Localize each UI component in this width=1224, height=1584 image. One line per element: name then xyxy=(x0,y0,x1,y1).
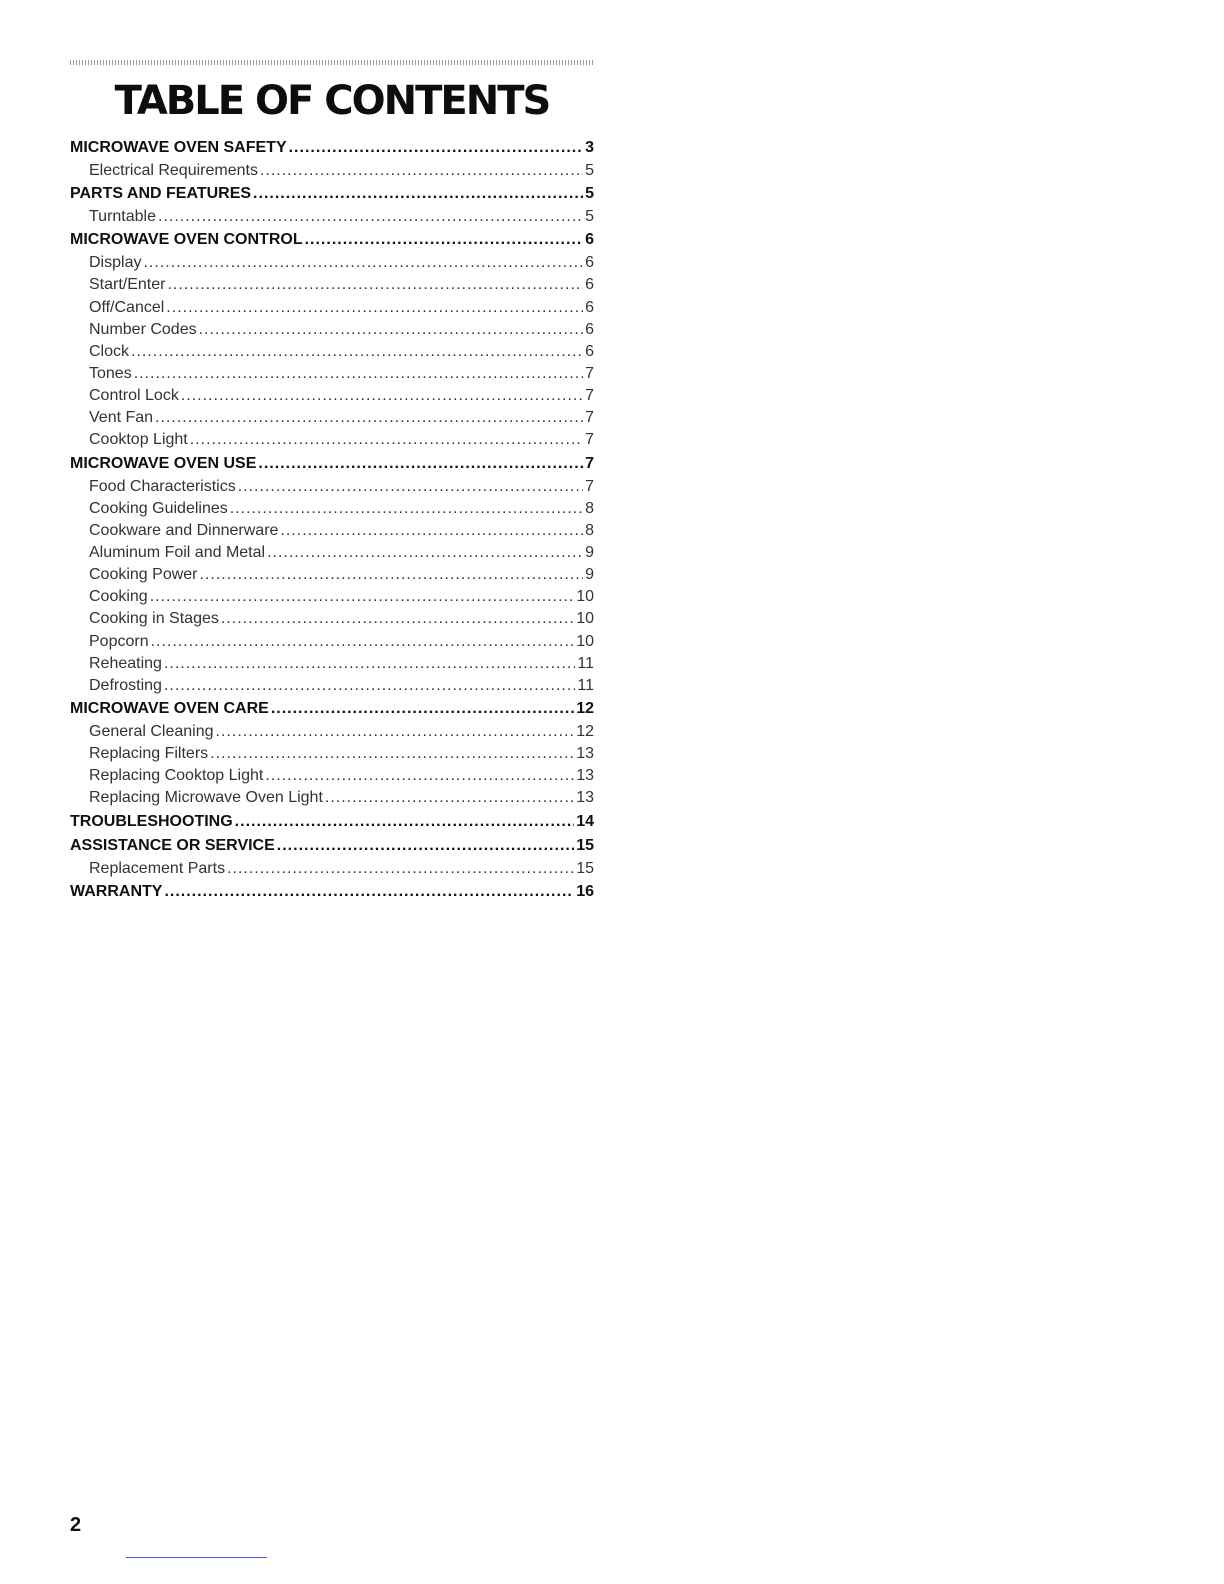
toc-subsection-entry[interactable] xyxy=(70,653,594,675)
toc-subsection-entry[interactable] xyxy=(70,608,594,630)
toc-dot-leader xyxy=(260,160,583,182)
toc-entry-page: 13 xyxy=(576,745,594,763)
toc-entry-label: Replacing Cooktop Light xyxy=(89,767,264,785)
table-of-contents xyxy=(70,136,594,904)
toc-subsection-entry[interactable] xyxy=(70,542,594,564)
toc-entry-label: Aluminum Foil and Metal xyxy=(89,543,266,561)
toc-subsection-entry[interactable] xyxy=(70,858,594,880)
top-dotted-rule xyxy=(70,60,594,65)
toc-entry-label: PARTS AND FEATURES xyxy=(70,185,252,203)
toc-dot-leader xyxy=(164,880,574,904)
toc-subsection-entry[interactable] xyxy=(70,385,594,407)
toc-entry-label: Cooking Power xyxy=(89,566,198,584)
toc-subsection-entry[interactable] xyxy=(70,429,594,451)
toc-subsection-entry[interactable] xyxy=(70,631,594,653)
toc-entry-page: 10 xyxy=(576,588,594,606)
toc-entry-label: Defrosting xyxy=(89,676,162,694)
toc-entry-label: Clock xyxy=(89,342,130,360)
toc-entry-page: 3 xyxy=(585,139,594,156)
toc-subsection-entry[interactable] xyxy=(70,407,594,429)
toc-section-entry[interactable] xyxy=(70,182,594,206)
toc-dot-leader xyxy=(150,586,575,608)
toc-dot-leader xyxy=(253,182,583,206)
toc-entry-page: 8 xyxy=(585,521,594,539)
toc-entry-label: Replacing Microwave Oven Light xyxy=(89,789,323,807)
toc-entry-page: 12 xyxy=(576,699,594,717)
toc-entry-label: Off/Cancel xyxy=(89,298,165,316)
toc-subsection-entry[interactable] xyxy=(70,564,594,586)
toc-dot-leader xyxy=(267,542,583,564)
toc-entry-label: Cookware and Dinnerware xyxy=(89,521,279,539)
toc-entry-page: 5 xyxy=(585,208,594,226)
toc-entry-page: 7 xyxy=(585,477,594,495)
toc-entry-label: Food Characteristics xyxy=(89,477,236,495)
toc-entry-page: 7 xyxy=(585,387,594,405)
toc-dot-leader xyxy=(216,721,575,743)
toc-subsection-entry[interactable] xyxy=(70,498,594,520)
page-number: 2 xyxy=(70,1514,82,1536)
toc-dot-leader xyxy=(166,297,583,319)
toc-dot-leader xyxy=(227,858,574,880)
toc-entry-label: MICROWAVE OVEN SAFETY xyxy=(70,139,287,156)
toc-entry-label: MICROWAVE OVEN CONTROL xyxy=(70,231,303,249)
toc-entry-label: MICROWAVE OVEN CARE xyxy=(70,699,269,717)
toc-subsection-entry[interactable] xyxy=(70,160,594,182)
toc-dot-leader xyxy=(200,564,584,586)
page-title: TABLE OF CONTENTS xyxy=(114,78,550,124)
toc-entry-page: 10 xyxy=(576,632,594,650)
toc-subsection-entry[interactable] xyxy=(70,319,594,341)
toc-entry-label: Number Codes xyxy=(89,320,197,338)
toc-entry-label: ASSISTANCE OR SERVICE xyxy=(70,836,275,854)
toc-dot-leader xyxy=(265,765,574,787)
toc-subsection-entry[interactable] xyxy=(70,675,594,697)
toc-entry-label: Cooking in Stages xyxy=(89,610,219,628)
toc-entry-page: 5 xyxy=(585,185,594,203)
toc-entry-page: 13 xyxy=(576,789,594,807)
bottom-rule-line xyxy=(126,1557,267,1558)
toc-entry-page: 10 xyxy=(576,610,594,628)
toc-subsection-entry[interactable] xyxy=(70,297,594,319)
toc-entry-page: 5 xyxy=(585,162,594,179)
toc-dot-leader xyxy=(277,834,574,858)
toc-entry-page: 15 xyxy=(576,859,594,877)
toc-section-entry[interactable] xyxy=(70,834,594,858)
toc-entry-page: 6 xyxy=(585,342,594,360)
toc-subsection-entry[interactable] xyxy=(70,206,594,228)
toc-dot-leader xyxy=(181,385,583,407)
toc-entry-page: 9 xyxy=(585,543,594,561)
toc-dot-leader xyxy=(164,675,575,697)
toc-dot-leader xyxy=(221,608,574,630)
toc-entry-label: Tones xyxy=(89,364,132,382)
toc-entry-label: General Cleaning xyxy=(89,722,214,740)
toc-entry-page: 7 xyxy=(585,431,594,449)
toc-entry-page: 16 xyxy=(576,882,594,900)
toc-dot-leader xyxy=(325,787,574,809)
toc-section-entry[interactable] xyxy=(70,880,594,904)
toc-dot-leader xyxy=(210,743,574,765)
toc-section-entry[interactable] xyxy=(70,228,594,252)
toc-entry-label: Vent Fan xyxy=(89,409,154,427)
toc-dot-leader xyxy=(190,429,583,451)
toc-entry-page: 6 xyxy=(585,320,594,338)
toc-entry-page: 14 xyxy=(576,812,594,830)
toc-entry-page: 6 xyxy=(585,231,594,249)
toc-dot-leader xyxy=(199,319,583,341)
toc-section-entry[interactable] xyxy=(70,810,594,834)
toc-entry-label: Display xyxy=(89,254,142,272)
toc-subsection-entry[interactable] xyxy=(70,252,594,274)
toc-entry-page: 15 xyxy=(576,836,594,854)
toc-subsection-entry[interactable] xyxy=(70,586,594,608)
toc-entry-label: Reheating xyxy=(89,654,162,672)
toc-entry-page: 13 xyxy=(576,767,594,785)
toc-entry-page: 7 xyxy=(585,364,594,382)
toc-entry-page: 6 xyxy=(585,254,594,272)
toc-entry-label: Start/Enter xyxy=(89,276,166,294)
toc-subsection-entry[interactable] xyxy=(70,520,594,542)
toc-entry-label: Turntable xyxy=(89,208,156,226)
toc-entry-label: Cooking Guidelines xyxy=(89,499,228,517)
toc-subsection-entry[interactable] xyxy=(70,765,594,787)
toc-dot-leader xyxy=(134,363,583,385)
toc-subsection-entry[interactable] xyxy=(70,721,594,743)
toc-dot-leader xyxy=(164,653,575,675)
toc-dot-leader xyxy=(143,252,583,274)
toc-entry-page: 12 xyxy=(576,722,594,740)
toc-entry-page: 7 xyxy=(585,409,594,427)
toc-entry-page: 7 xyxy=(585,454,594,472)
toc-entry-label: Cooktop Light xyxy=(89,431,188,449)
toc-dot-leader xyxy=(155,407,583,429)
toc-entry-label: Replacing Filters xyxy=(89,745,209,763)
toc-entry-page: 9 xyxy=(585,566,594,584)
toc-dot-leader xyxy=(235,810,575,834)
toc-subsection-entry[interactable] xyxy=(70,363,594,385)
toc-dot-leader xyxy=(230,498,583,520)
toc-dot-leader xyxy=(151,631,575,653)
toc-entry-page: 11 xyxy=(577,654,594,672)
toc-entry-label: Electrical Requirements xyxy=(89,162,258,179)
toc-entry-label: Cooking xyxy=(89,588,148,606)
toc-dot-leader xyxy=(238,476,583,498)
toc-subsection-entry[interactable] xyxy=(70,274,594,296)
toc-subsection-entry[interactable] xyxy=(70,787,594,809)
toc-entry-label: MICROWAVE OVEN USE xyxy=(70,454,257,472)
toc-dot-leader xyxy=(280,520,583,542)
toc-entry-label: TROUBLESHOOTING xyxy=(70,812,233,830)
toc-entry-label: Replacement Parts xyxy=(89,859,226,877)
toc-dot-leader xyxy=(305,228,584,252)
toc-entry-label: Control Lock xyxy=(89,387,179,405)
toc-dot-leader xyxy=(271,697,574,721)
toc-entry-page: 11 xyxy=(577,676,594,694)
toc-entry-label: Popcorn xyxy=(89,632,149,650)
toc-dot-leader xyxy=(131,341,583,363)
toc-subsection-entry[interactable] xyxy=(70,476,594,498)
toc-subsection-entry[interactable] xyxy=(70,341,594,363)
toc-dot-leader xyxy=(258,452,583,476)
toc-section-entry[interactable] xyxy=(70,136,594,160)
toc-subsection-entry[interactable] xyxy=(70,743,594,765)
toc-dot-leader xyxy=(167,274,583,296)
toc-entry-page: 8 xyxy=(585,499,594,517)
toc-dot-leader xyxy=(158,206,583,228)
toc-dot-leader xyxy=(289,136,583,160)
toc-section-entry[interactable] xyxy=(70,452,594,476)
toc-section-entry[interactable] xyxy=(70,697,594,721)
toc-entry-page: 6 xyxy=(585,276,594,294)
toc-entry-page: 6 xyxy=(585,298,594,316)
toc-entry-label: WARRANTY xyxy=(70,882,163,900)
